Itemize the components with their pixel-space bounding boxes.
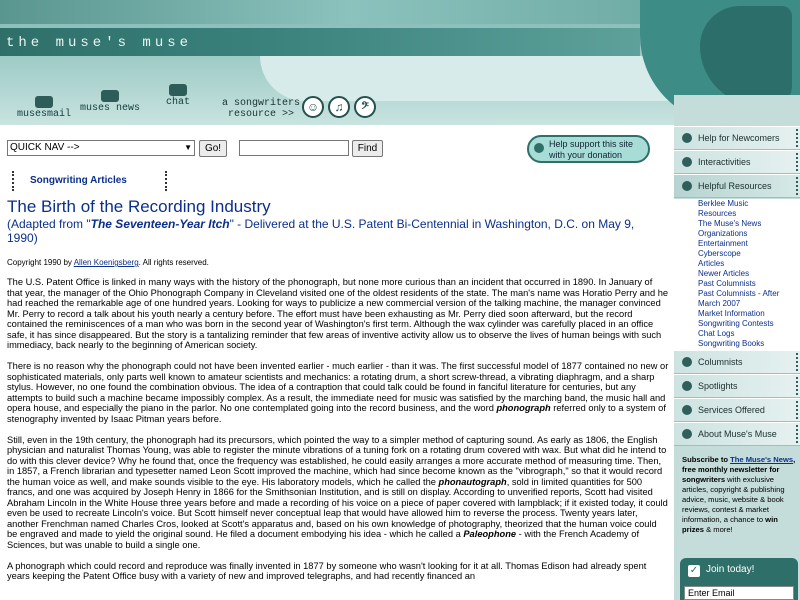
paragraph: [7, 361, 669, 424]
header-band: [0, 0, 700, 24]
sidebar-item-about-muses-muse[interactable]: [674, 422, 800, 446]
p2-em: phonograph: [496, 403, 551, 413]
music-note-icon: [101, 90, 119, 102]
sub-link[interactable]: Berklee Music: [698, 199, 749, 208]
nav-tab-label: musesmail: [16, 109, 71, 120]
join-label: Join today!: [706, 564, 755, 575]
sidebar-item-interactivities[interactable]: [674, 150, 800, 174]
email-field[interactable]: [684, 586, 794, 600]
checkmark-icon: ✓: [689, 565, 699, 576]
subtitle-post: " - Delivered at the U.S. Patent Bi-Centennial in Washington, D.C. on May 9, 1990): [7, 217, 635, 245]
bullet-icon: [682, 357, 692, 367]
resource-label-line2: resource >>: [228, 109, 295, 120]
newsletter-link[interactable]: The Muse's News: [730, 455, 794, 464]
p2-post: referred only to a system of stenography invented by Isaac Pitman years before.: [7, 403, 666, 424]
sidebar-item-label: Columnists: [698, 357, 743, 367]
newsletter-promo: [682, 455, 796, 535]
sub-link[interactable]: Past Columnists: [698, 279, 756, 288]
bullet-icon: [682, 429, 692, 439]
sub-link[interactable]: Songwriting Books: [698, 339, 765, 348]
sub-link[interactable]: Songwriting Contests: [698, 319, 774, 328]
bullet-icon: [682, 133, 692, 143]
sub-link[interactable]: March 2007: [698, 299, 741, 308]
sub-link[interactable]: Past Columnists - After: [698, 289, 780, 298]
p2-pre: There is no reason why the phonograph could not have been invented earlier - much earlier - than it was. The first successful model of 1877 contained no new or sophisticated materials, only parts well known to amateur scientists and mechanics: a rotating drum, a short screw-thread, a vibrating diaphragm, and a sharp stylus. However, no one found the combination obvious. The idea of a contraption that could talk could be found in fanciful literature for centuries, but any attempts to build such a machine became impossibly complex. As a result, the immediate need for music was satisfied by the marching band, the music hall and opera house, and especially the piano in the parlor. No one contemplated going into the record business, and the word: [7, 361, 669, 413]
sub-link[interactable]: Newer Articles: [698, 269, 750, 278]
nl-win: win prizes: [682, 515, 778, 534]
nav-tab-musesmail[interactable]: [16, 96, 72, 120]
paragraph: The U.S. Patent Office is linked in many ways with the history of the phonograph, but none more curious than an incident that occurred in 1890. In January of that year, the manager of the Ohio Phonograph Company in Cleveland visited one of the oldest residents of the state. The man's name was Horatio Perry and he had reached the remarkable age of one hundred years. Looking for ways to publicize a new commercial version of the talking machine, the manager convinced Mr. Perry to record a talk about his youth nearly a century before. The effort must have been exhausting as Mr. Perry died soon afterward, but the record contained the reminiscences of a man who was born in the second year of Washington's first term. Although the wax cylinder was carefully placed in an office safe, it has since disappeared. But the story is a tantalizing reminder that few areas of inventive activity allow us to observe the lives of human beings with such immediacy, back nearly to the beginning of American society.: [7, 277, 669, 350]
sub-link[interactable]: Cyberscope: [698, 249, 741, 258]
envelope-icon: [35, 96, 53, 108]
go-button[interactable]: Go!: [199, 140, 227, 157]
copyright-pre: Copyright 1990 by: [7, 258, 74, 267]
p3-pre: Still, even in the 19th century, the phonograph had its precursors, which pointed the way to a simpler method of capturing sound. As early as 1806, the English physician and naturalist Thomas Young, was able to register the minute vibrations of a tuning fork on a rotating drum covered with wax. But what did he intend to do with this clever device? Why he found that, once the frequency was established, he could easily arranges a more accurate method of measuring time. Then, in 1857, a French librarian and typesetter named Leon Scott improved the machine, which had since become known as the "vibrograph," so that it would record the human voice as well, and make sounds visible to the eye. His laboratory models, which he called the: [7, 434, 667, 487]
chevron-down-icon: ▼: [184, 143, 192, 152]
notch-icon: [792, 377, 798, 395]
donate-line2: with your donation: [549, 150, 623, 160]
sidebar-item-help-for-newcomers[interactable]: [674, 126, 800, 150]
p3-em1: phonautograph: [438, 476, 507, 487]
sub-link[interactable]: The Muse's News: [698, 219, 762, 228]
notch-icon: [792, 425, 798, 443]
article-body: [7, 277, 669, 592]
sub-link[interactable]: Resources: [698, 209, 737, 218]
sub-link[interactable]: Organizations: [698, 229, 748, 238]
quick-nav-value: QUICK NAV -->: [10, 142, 80, 153]
sidebar-item-label: Services Offered: [698, 405, 765, 415]
bullet-icon: [682, 181, 692, 191]
bullet-icon: [682, 157, 692, 167]
sidebar-item-label: About Muse's Muse: [698, 429, 777, 439]
nav-tab-label: muses news: [80, 103, 141, 114]
nav-tab-label: chat: [165, 97, 190, 108]
page-title: The Birth of the Recording Industry: [7, 197, 271, 216]
search-input[interactable]: [239, 140, 349, 156]
sidebar-item-spotlights[interactable]: [674, 374, 800, 398]
sidebar-item-columnists[interactable]: [674, 350, 800, 374]
subtitle-book: The Seventeen-Year Itch: [90, 217, 230, 231]
sub-link[interactable]: Market Information: [698, 309, 765, 318]
nl-pre: Subscribe to: [682, 455, 731, 464]
article-subtitle: [7, 217, 667, 245]
author-link[interactable]: Allen Koenigsberg: [73, 258, 139, 267]
breadcrumb[interactable]: Songwriting Articles: [12, 171, 167, 191]
sub-link[interactable]: Entertainment: [698, 239, 748, 248]
nav-tab-muses-news[interactable]: [80, 90, 140, 114]
sidebar-item-services-offered[interactable]: [674, 398, 800, 422]
sidebar-item-label: Helpful Resources: [698, 181, 772, 191]
nl-end: & more!: [703, 525, 733, 534]
donate-icon: [534, 143, 544, 153]
nl-body: with exclusive articles, copyright & publishing advice, music, website & book reviews, contest & market information, a chance to: [682, 475, 785, 524]
notch-icon: [792, 153, 798, 171]
notch-icon: [792, 353, 798, 371]
paragraph: [7, 435, 669, 551]
p3-em2: Paleophone: [463, 529, 517, 539]
sidebar-item-helpful-resources[interactable]: [674, 174, 800, 198]
sidebar-item-label: Spotlights: [698, 381, 738, 391]
notch-icon: [792, 177, 798, 195]
paragraph: A phonograph which could record and reproduce was finally invented in 1877 by someone who wasn't looking for it at all. Thomas Edison had already spent years keeping the Patent Office busy with a variety of new and improved telegraphs, and had recently financed an: [7, 560, 647, 581]
copyright-line: [7, 258, 209, 267]
p3-mid: , sold in limited quantities for 500 francs, and one was acquired by Joseph Henry in 1866 for the Smithsonian Institution, and is still on display. According to unverified reports, Scott had visited Abraham Lincoln in the White House three years before and made a recording of his voice on a piece of paper covered with lampblack; if it existed today, it could even be used to recreate Lincoln's voice. But Scott himself never conceptual leap that would have allowed him to reverse the process. Twenty years later, another Frenchman named Charles Cros, looked at Scott's apparatus and, based on his own knowledge of photography, theorized that the human voice could be engraved and made to yield the original sound. He filed a document embodying his idea - which he called a: [7, 476, 668, 539]
join-box: [680, 558, 798, 600]
subtitle-pre: (Adapted from ": [7, 217, 91, 231]
notch-icon: [792, 401, 798, 419]
sub-link[interactable]: Articles: [698, 259, 725, 268]
site-title[interactable]: the muse's muse: [6, 35, 193, 51]
find-button[interactable]: Find: [352, 140, 383, 157]
donate-button[interactable]: [527, 135, 650, 163]
face-icon[interactable]: ☺: [302, 96, 324, 118]
quick-nav-select[interactable]: [7, 140, 195, 156]
f-clef-icon[interactable]: 𝄢: [354, 96, 376, 118]
p3-post: - with the French Academy of Sciences, but was unable to build a single one.: [7, 529, 640, 550]
notch-icon: [792, 129, 798, 147]
chat-bubble-icon: [169, 84, 187, 96]
resource-label-line1: a songwriters: [222, 98, 301, 109]
nav-tab-chat[interactable]: [150, 84, 206, 108]
resource-label: [222, 98, 300, 120]
donate-line1: Help support this site: [549, 139, 634, 149]
sidebar-item-label: Interactivities: [698, 157, 751, 167]
nl-bold: , free monthly newsletter for songwriters: [682, 455, 796, 484]
headphones-icon[interactable]: ♫: [328, 96, 350, 118]
sub-link[interactable]: Chat Logs: [698, 329, 735, 338]
sidebar-item-label: Help for Newcomers: [698, 133, 780, 143]
copyright-post: . All rights reserved.: [138, 258, 209, 267]
bullet-icon: [682, 381, 692, 391]
sub-links: [674, 199, 800, 351]
bullet-icon: [682, 405, 692, 415]
